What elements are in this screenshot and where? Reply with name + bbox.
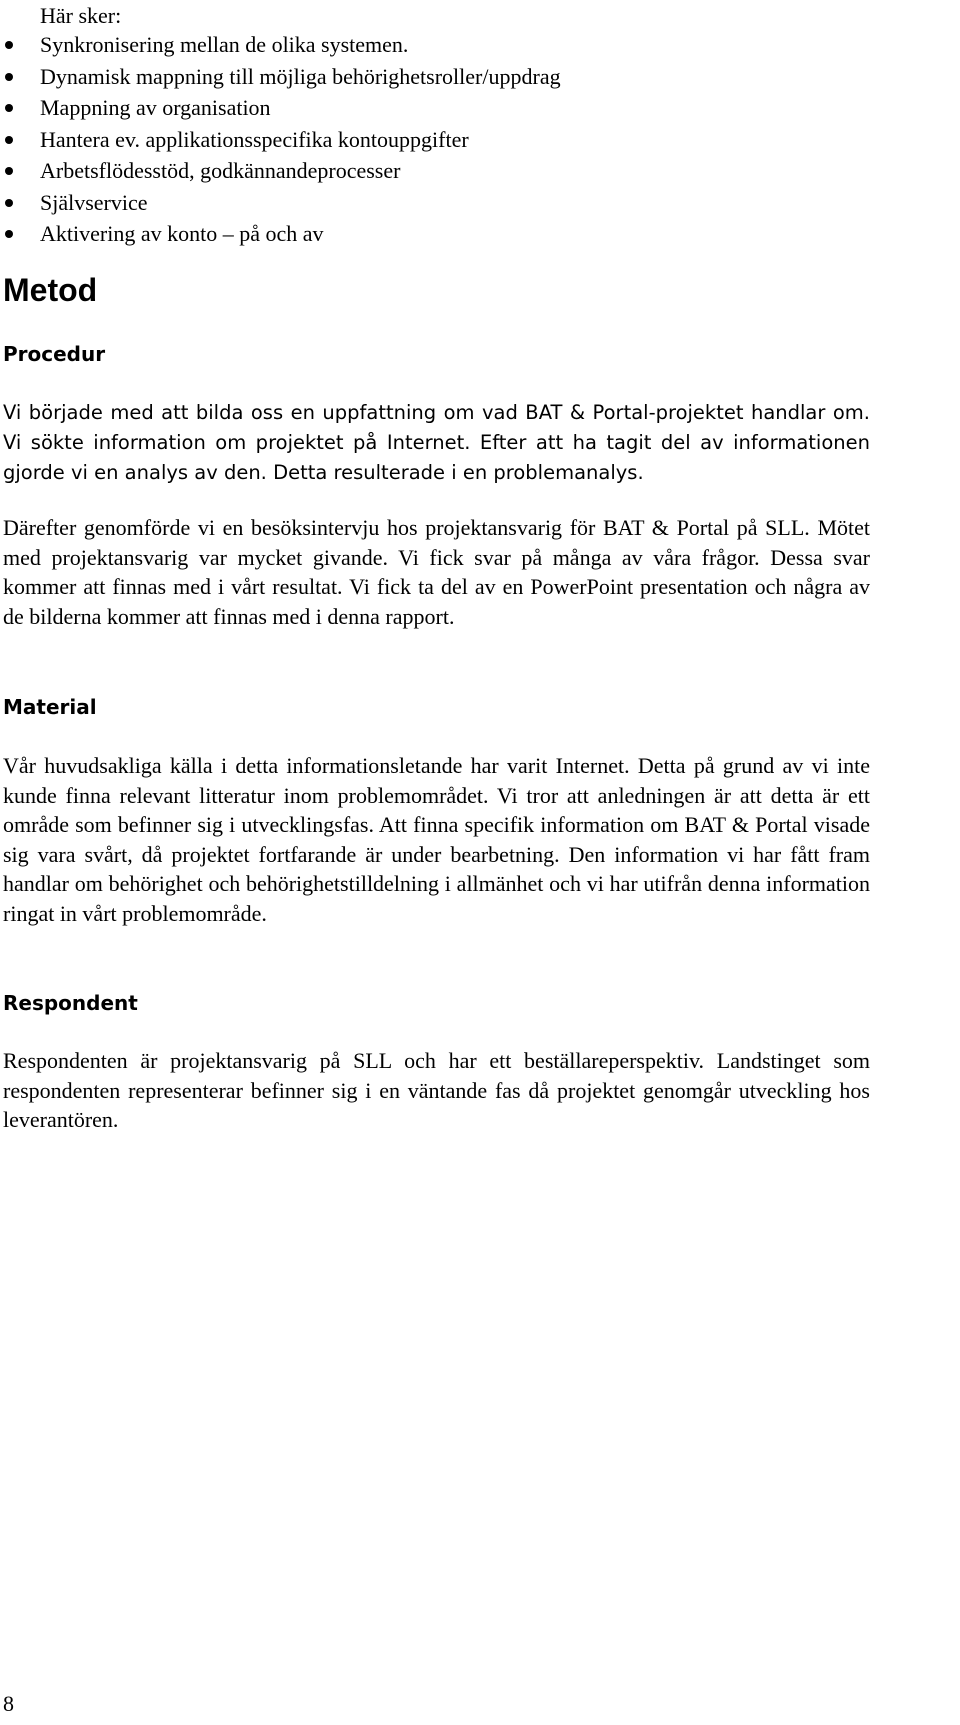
- list-item: [0, 155, 561, 187]
- bullet-icon: [5, 104, 13, 112]
- list-item-text: Synkronisering mellan de olika systemen.: [40, 32, 409, 57]
- list-item-text: Dynamisk mappning till möjliga behörighetsroller/uppdrag: [40, 63, 561, 89]
- procedur-paragraph-1: Vi började med att bilda oss en uppfattning om vad BAT & Portal-projektet handlar om. Vi sökte information om projektet på Internet. Efter att ha tagit del av informationen gjorde vi en analys av den. Detta resulterade i en problemanalys.: [3, 401, 870, 484]
- respondent-heading: Respondent: [3, 991, 138, 1015]
- procedur-paragraph-2: Därefter genomförde vi en besöksintervju hos projektansvarig för BAT & Portal på SLL. Mötet med projektansvarig var mycket givande. Vi fick svar på många av våra frågor. Dessa svar kommer att finnas med i vårt resultat. Vi fick ta del av en PowerPoint presentation och några av de bilderna kommer att finnas med i denna rapport.: [3, 515, 870, 629]
- material-heading: Material: [3, 695, 97, 719]
- list-item-text: Aktivering av konto – på och av: [40, 221, 324, 246]
- list-item-text: Självservice: [40, 189, 148, 215]
- list-item: [0, 124, 561, 156]
- bullet-list: [0, 29, 561, 250]
- list-item: [0, 29, 561, 61]
- metod-heading: Metod: [3, 272, 98, 308]
- bullet-icon: [5, 73, 13, 81]
- list-item: [0, 92, 561, 124]
- list-item-text: Mappning av organisation: [40, 95, 271, 120]
- list-item-text: Hantera ev. applikationsspecifika kontouppgifter: [40, 126, 469, 152]
- bullet-icon: [5, 199, 13, 207]
- bullet-icon: [5, 136, 13, 144]
- list-item: [0, 61, 561, 93]
- page-number: 8: [3, 1691, 14, 1716]
- list-item: [0, 218, 561, 250]
- list-item-text: Arbetsflödesstöd, godkännandeprocesser: [40, 158, 401, 183]
- bullet-icon: [5, 41, 13, 49]
- bullet-icon: [5, 167, 13, 175]
- procedur-heading: Procedur: [3, 342, 106, 366]
- intro-text: Här sker:: [40, 3, 122, 28]
- respondent-paragraph: Respondenten är projektansvarig på SLL och har ett beställareperspektiv. Landstinget som respondenten representerar befinner sig i en väntande fas då projektet genomgår utveckling hos leverantören.: [3, 1048, 870, 1133]
- material-paragraph: Vår huvudsakliga källa i detta informationsletande har varit Internet. Detta på grund av vi inte kunde finna relevant litteratur inom problemområdet. Vi tror att anledningen är att detta är ett område som befinner sig i utvecklingsfas. Att finna specifik information om BAT & Portal visade sig vara svårt, då projektet fortfarande är under bearbetning. Den information vi har fått fram handlar om behörighet och behörighetstilldelning i allmänhet och vi har utifrån denna information ringat in vårt problemområde.: [3, 753, 870, 926]
- bullet-icon: [5, 230, 13, 238]
- list-item: [0, 187, 561, 219]
